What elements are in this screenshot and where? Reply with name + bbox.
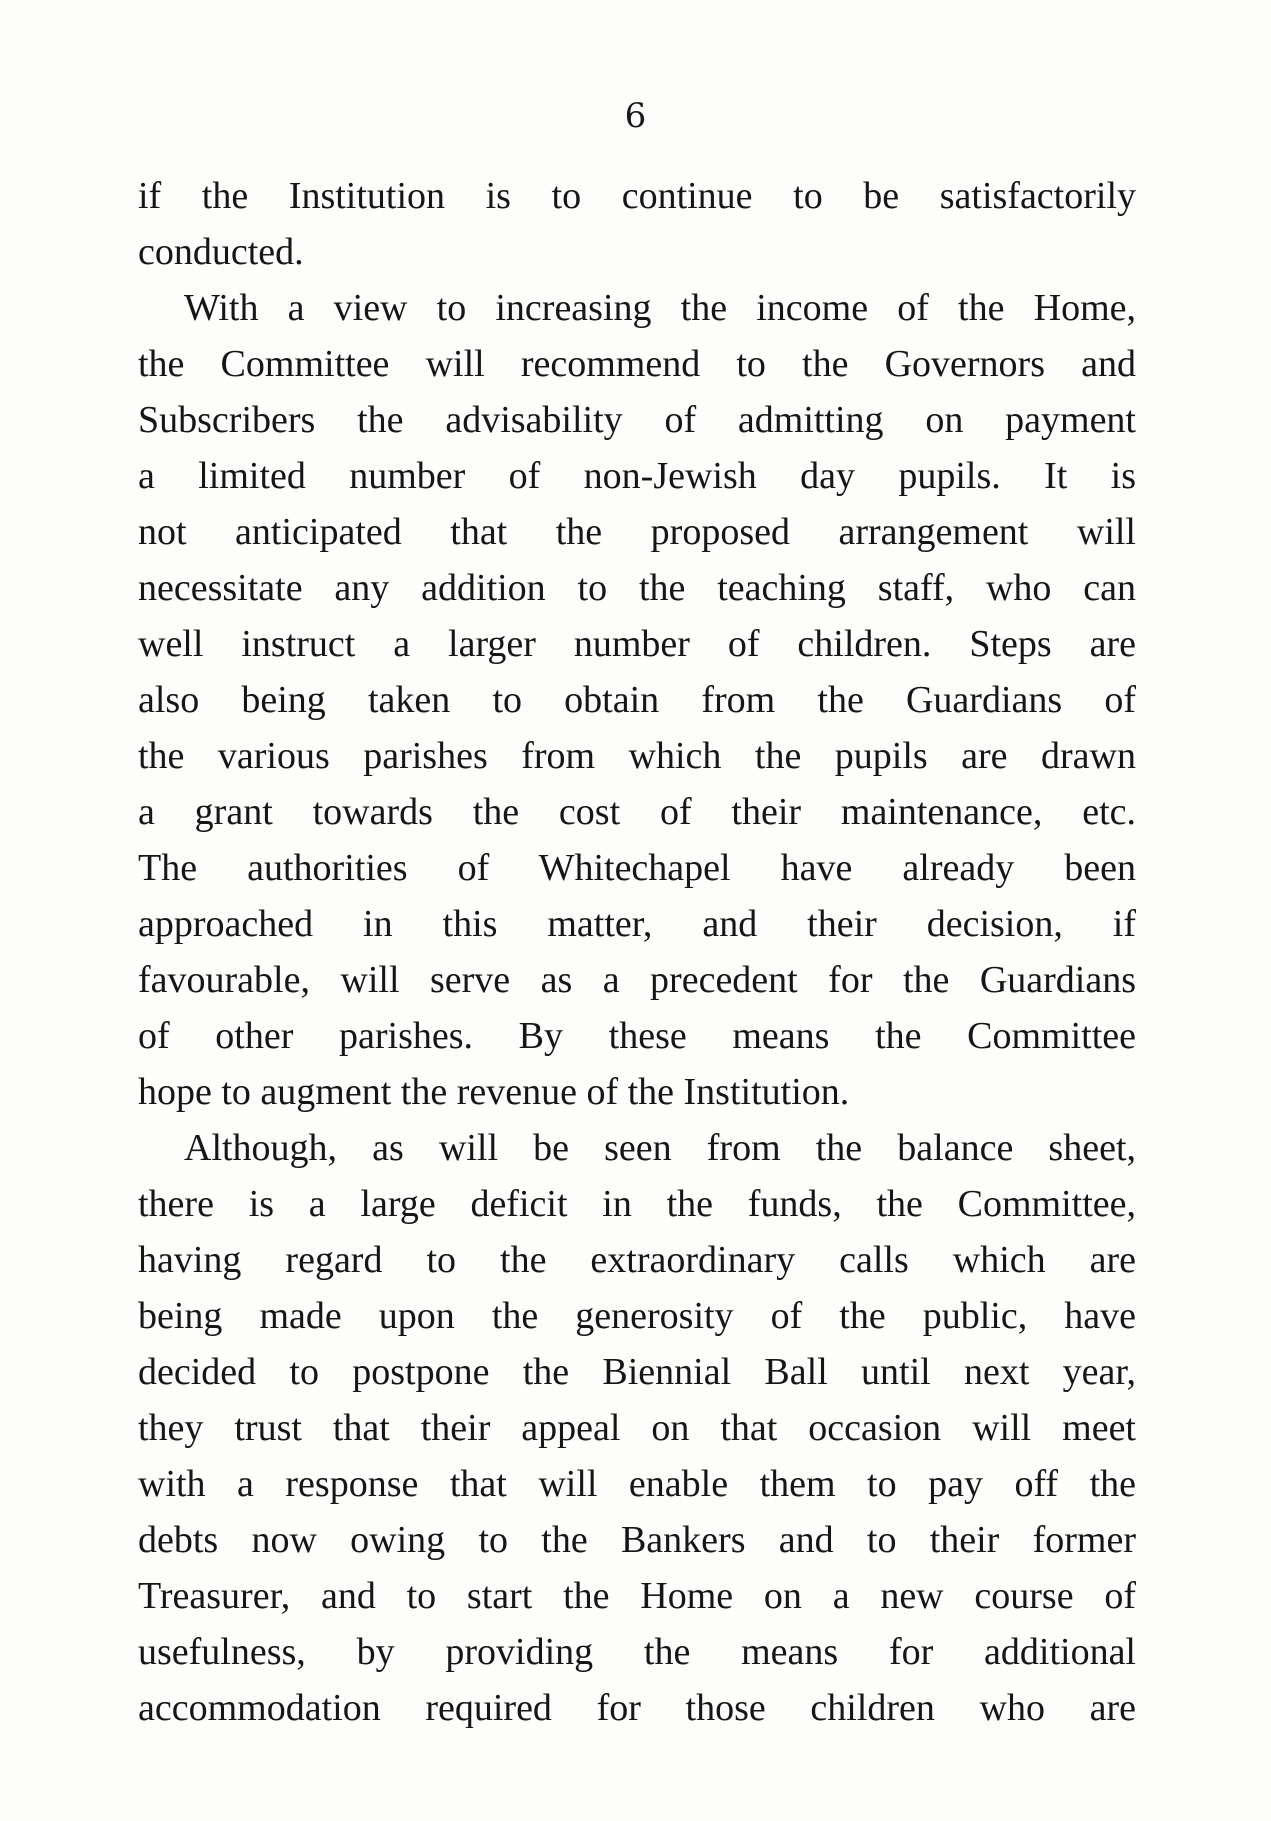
text-line: usefulness, by providing the means for additional <box>138 1631 1136 1673</box>
text-line: The authorities of Whitechapel have already been <box>138 847 1136 889</box>
text-line: well instruct a larger number of children. Steps are <box>138 623 1136 665</box>
text-line: if the Institution is to continue to be satisfactorily <box>138 175 1136 217</box>
text-line: a limited number of non-Jewish day pupils. It is <box>138 455 1136 497</box>
text-line: also being taken to obtain from the Guardians of <box>138 679 1136 721</box>
text-line: Treasurer, and to start the Home on a new course of <box>138 1575 1136 1617</box>
text-line: with a response that will enable them to pay off the <box>138 1463 1136 1505</box>
text-line: a grant towards the cost of their maintenance, etc. <box>138 791 1136 833</box>
page-number: 6 <box>624 96 647 136</box>
text-line: having regard to the extraordinary calls which are <box>138 1239 1136 1281</box>
text-line: of other parishes. By these means the Committee <box>138 1015 1136 1057</box>
text-line: approached in this matter, and their decision, if <box>138 903 1136 945</box>
text-line: decided to postpone the Biennial Ball until next year, <box>138 1351 1136 1393</box>
text-line: Although, as will be seen from the balance sheet, <box>184 1127 1136 1169</box>
paragraph <box>138 280 1136 1120</box>
text-line: Subscribers the advisability of admitting on payment <box>138 399 1136 441</box>
text-line: there is a large deficit in the funds, the Committee, <box>138 1183 1136 1225</box>
body-text <box>138 168 1136 1736</box>
paragraph <box>138 168 1136 280</box>
text-line: hope to augment the revenue of the Institution. <box>138 1071 850 1113</box>
text-line: accommodation required for those children who are <box>138 1687 1136 1729</box>
text-line: the Committee will recommend to the Governors and <box>138 343 1136 385</box>
text-line: not anticipated that the proposed arrangement will <box>138 511 1136 553</box>
text-line: favourable, will serve as a precedent for the Guardians <box>138 959 1136 1001</box>
text-line: conducted. <box>138 231 304 273</box>
text-line: debts now owing to the Bankers and to their former <box>138 1519 1136 1561</box>
text-line: being made upon the generosity of the public, have <box>138 1295 1136 1337</box>
text-line: the various parishes from which the pupils are drawn <box>138 735 1136 777</box>
paragraph <box>138 1120 1136 1736</box>
text-line: With a view to increasing the income of the Home, <box>184 287 1136 329</box>
text-line: necessitate any addition to the teaching staff, who can <box>138 567 1136 609</box>
text-line: they trust that their appeal on that occasion will meet <box>138 1407 1136 1449</box>
